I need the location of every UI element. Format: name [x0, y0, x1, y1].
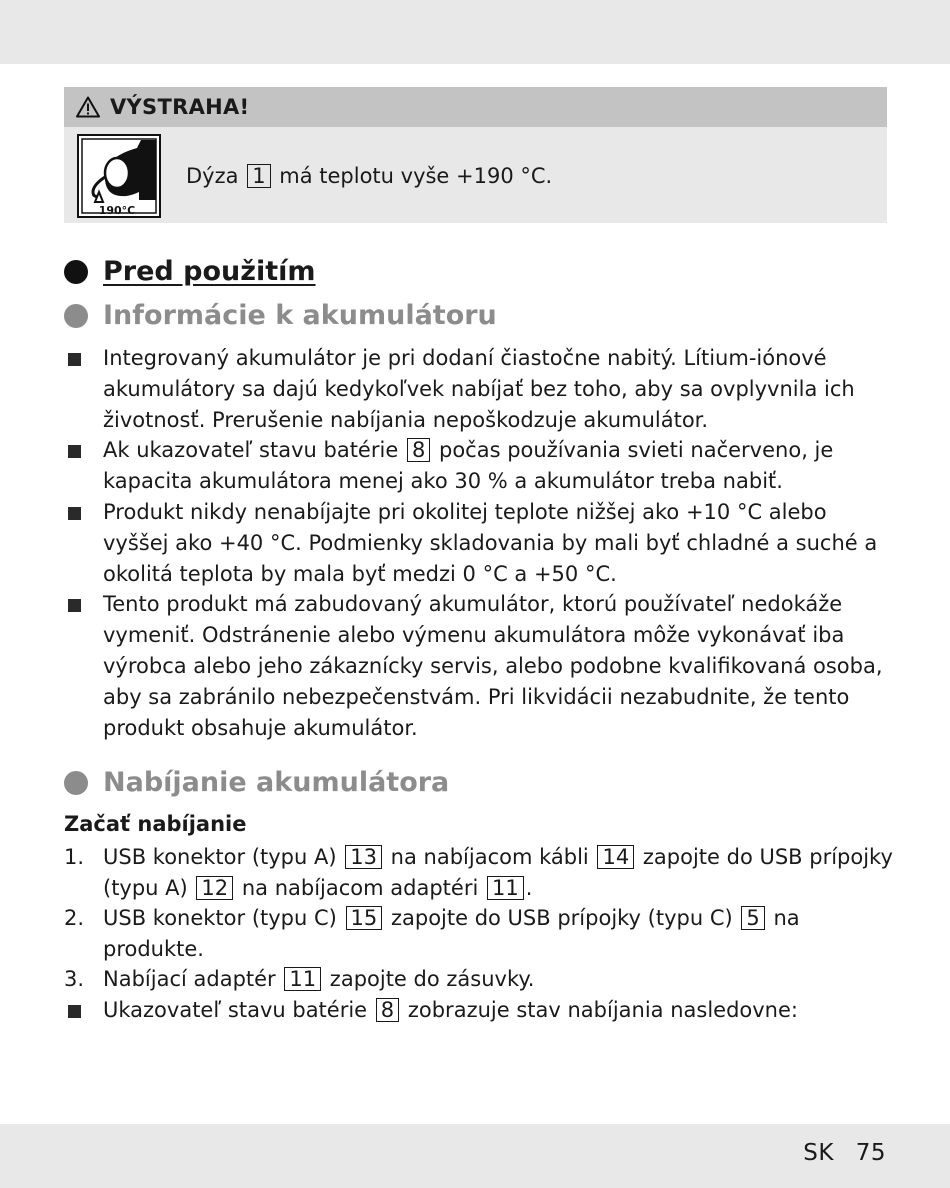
square-bullet-icon: [68, 1005, 81, 1018]
step-text: .: [525, 875, 533, 900]
warning-header: [64, 87, 887, 127]
bullet-dot-icon: [64, 260, 88, 284]
heading-text: Nabíjanie akumulátora: [103, 767, 450, 798]
start-charging-heading: Začať nabíjanie: [64, 812, 247, 836]
list-item-text: Tento produkt má zabudovaný akumulátor, ktorú používateľ nedokáže vymeniť. Odstránenie alebo výmenu akumulátora môže vykonávať iba výrobca alebo jeho zákaznícky servis, alebo podobne kvalifikovaná osoba, aby sa zabránilo nebezpečenstvám. Pri likvidácii nezabudnite, že tento produkt obsahuje akumulátor.: [103, 592, 883, 740]
list-item-text: Integrovaný akumulátor je pri dodaní čiastočne nabitý. Lítium-iónové akumulátory sa dajú kedykoľvek nabíjať bez toho, aby sa ovplyvnila ich životnosť. Prerušenie nabíjania nepoškodzuje akumulátor.: [103, 346, 855, 432]
step-text: na nabíjacom adaptéri: [241, 875, 479, 900]
ref-number: 14: [597, 845, 634, 869]
ref-number: 1: [247, 164, 270, 188]
subsection-heading-charging: [64, 767, 449, 798]
battery-info-list: [64, 343, 894, 743]
step-text: na produkte.: [103, 906, 800, 961]
list-item: [64, 589, 894, 743]
list-item: [64, 435, 894, 497]
list-item: [64, 995, 894, 1026]
list-item-text: zobrazuje stav nabíjania nasledovne:: [407, 997, 798, 1022]
step-text: zapojte do zásuvky.: [329, 967, 535, 991]
ref-number: 13: [345, 845, 382, 869]
ref-number: 11: [284, 967, 321, 991]
list-item: [64, 497, 894, 589]
hot-nozzle-icon: [77, 134, 161, 218]
warning-triangle-icon: [76, 96, 100, 118]
language-code: SK: [803, 1140, 834, 1166]
step-text: USB konektor (typu C): [103, 906, 337, 930]
step-number: 2.: [64, 906, 85, 930]
square-bullet-icon: [68, 599, 81, 612]
ref-number: 12: [196, 876, 233, 900]
step-item: [64, 964, 894, 995]
list-item-text: Produkt nikdy nenabíjajte pri okolitej teplote nižšej ako +10 °C alebo vyššej ako +40 °C. Podmienky skladovania by mali byť chladné a suché a okolitá teplota by mala byť medzi 0 °C a +50 °C.: [103, 499, 878, 586]
heading-text: Pred použitím: [103, 256, 316, 287]
page-number: 75: [855, 1140, 886, 1166]
step-text: USB konektor (typu A): [103, 845, 337, 869]
list-item-text: počas používania svieti načerveno, je kapacita akumulátora menej ako 30 % a akumulátor treba nabiť.: [103, 438, 834, 494]
bullet-dot-icon: [64, 771, 88, 795]
ref-number: 8: [376, 998, 399, 1022]
ref-number: 8: [407, 438, 430, 462]
ref-number: 15: [346, 906, 383, 930]
list-item: [64, 343, 894, 435]
ref-number: 5: [741, 906, 764, 930]
ref-number: 11: [487, 876, 524, 900]
page-footer: [803, 1140, 886, 1166]
warning-text: [186, 164, 552, 188]
square-bullet-icon: [68, 445, 81, 458]
warning-box: [64, 87, 887, 223]
step-number: 1.: [64, 845, 85, 869]
top-band: [0, 0, 950, 64]
list-item-text: Ak ukazovateľ stavu batérie: [103, 438, 399, 463]
charging-steps-list: [64, 842, 894, 1025]
step-text: Nabíjací adaptér: [103, 967, 276, 991]
icon-temperature-label: 190°C: [98, 204, 136, 217]
step-text: na nabíjacom kábli: [390, 845, 589, 869]
section-heading-before-use: [64, 256, 316, 287]
step-number: 3.: [64, 967, 85, 991]
bullet-dot-icon: [64, 304, 88, 328]
step-item: [64, 903, 894, 964]
square-bullet-icon: [68, 353, 81, 366]
warning-text-post: má teplotu vyše +190 °C.: [279, 164, 553, 188]
step-text: zapojte do USB prípojky (typu C): [390, 906, 733, 930]
warning-text-pre: Dýza: [186, 164, 239, 188]
heading-text: Informácie k akumulátoru: [103, 300, 497, 331]
step-item: [64, 842, 894, 903]
list-item-text: Ukazovateľ stavu batérie: [103, 997, 368, 1022]
warning-title: VÝSTRAHA!: [110, 95, 250, 119]
square-bullet-icon: [68, 507, 81, 520]
step-text: zapojte do USB prípojky (typu A): [103, 845, 893, 900]
subsection-heading-battery-info: [64, 300, 497, 331]
